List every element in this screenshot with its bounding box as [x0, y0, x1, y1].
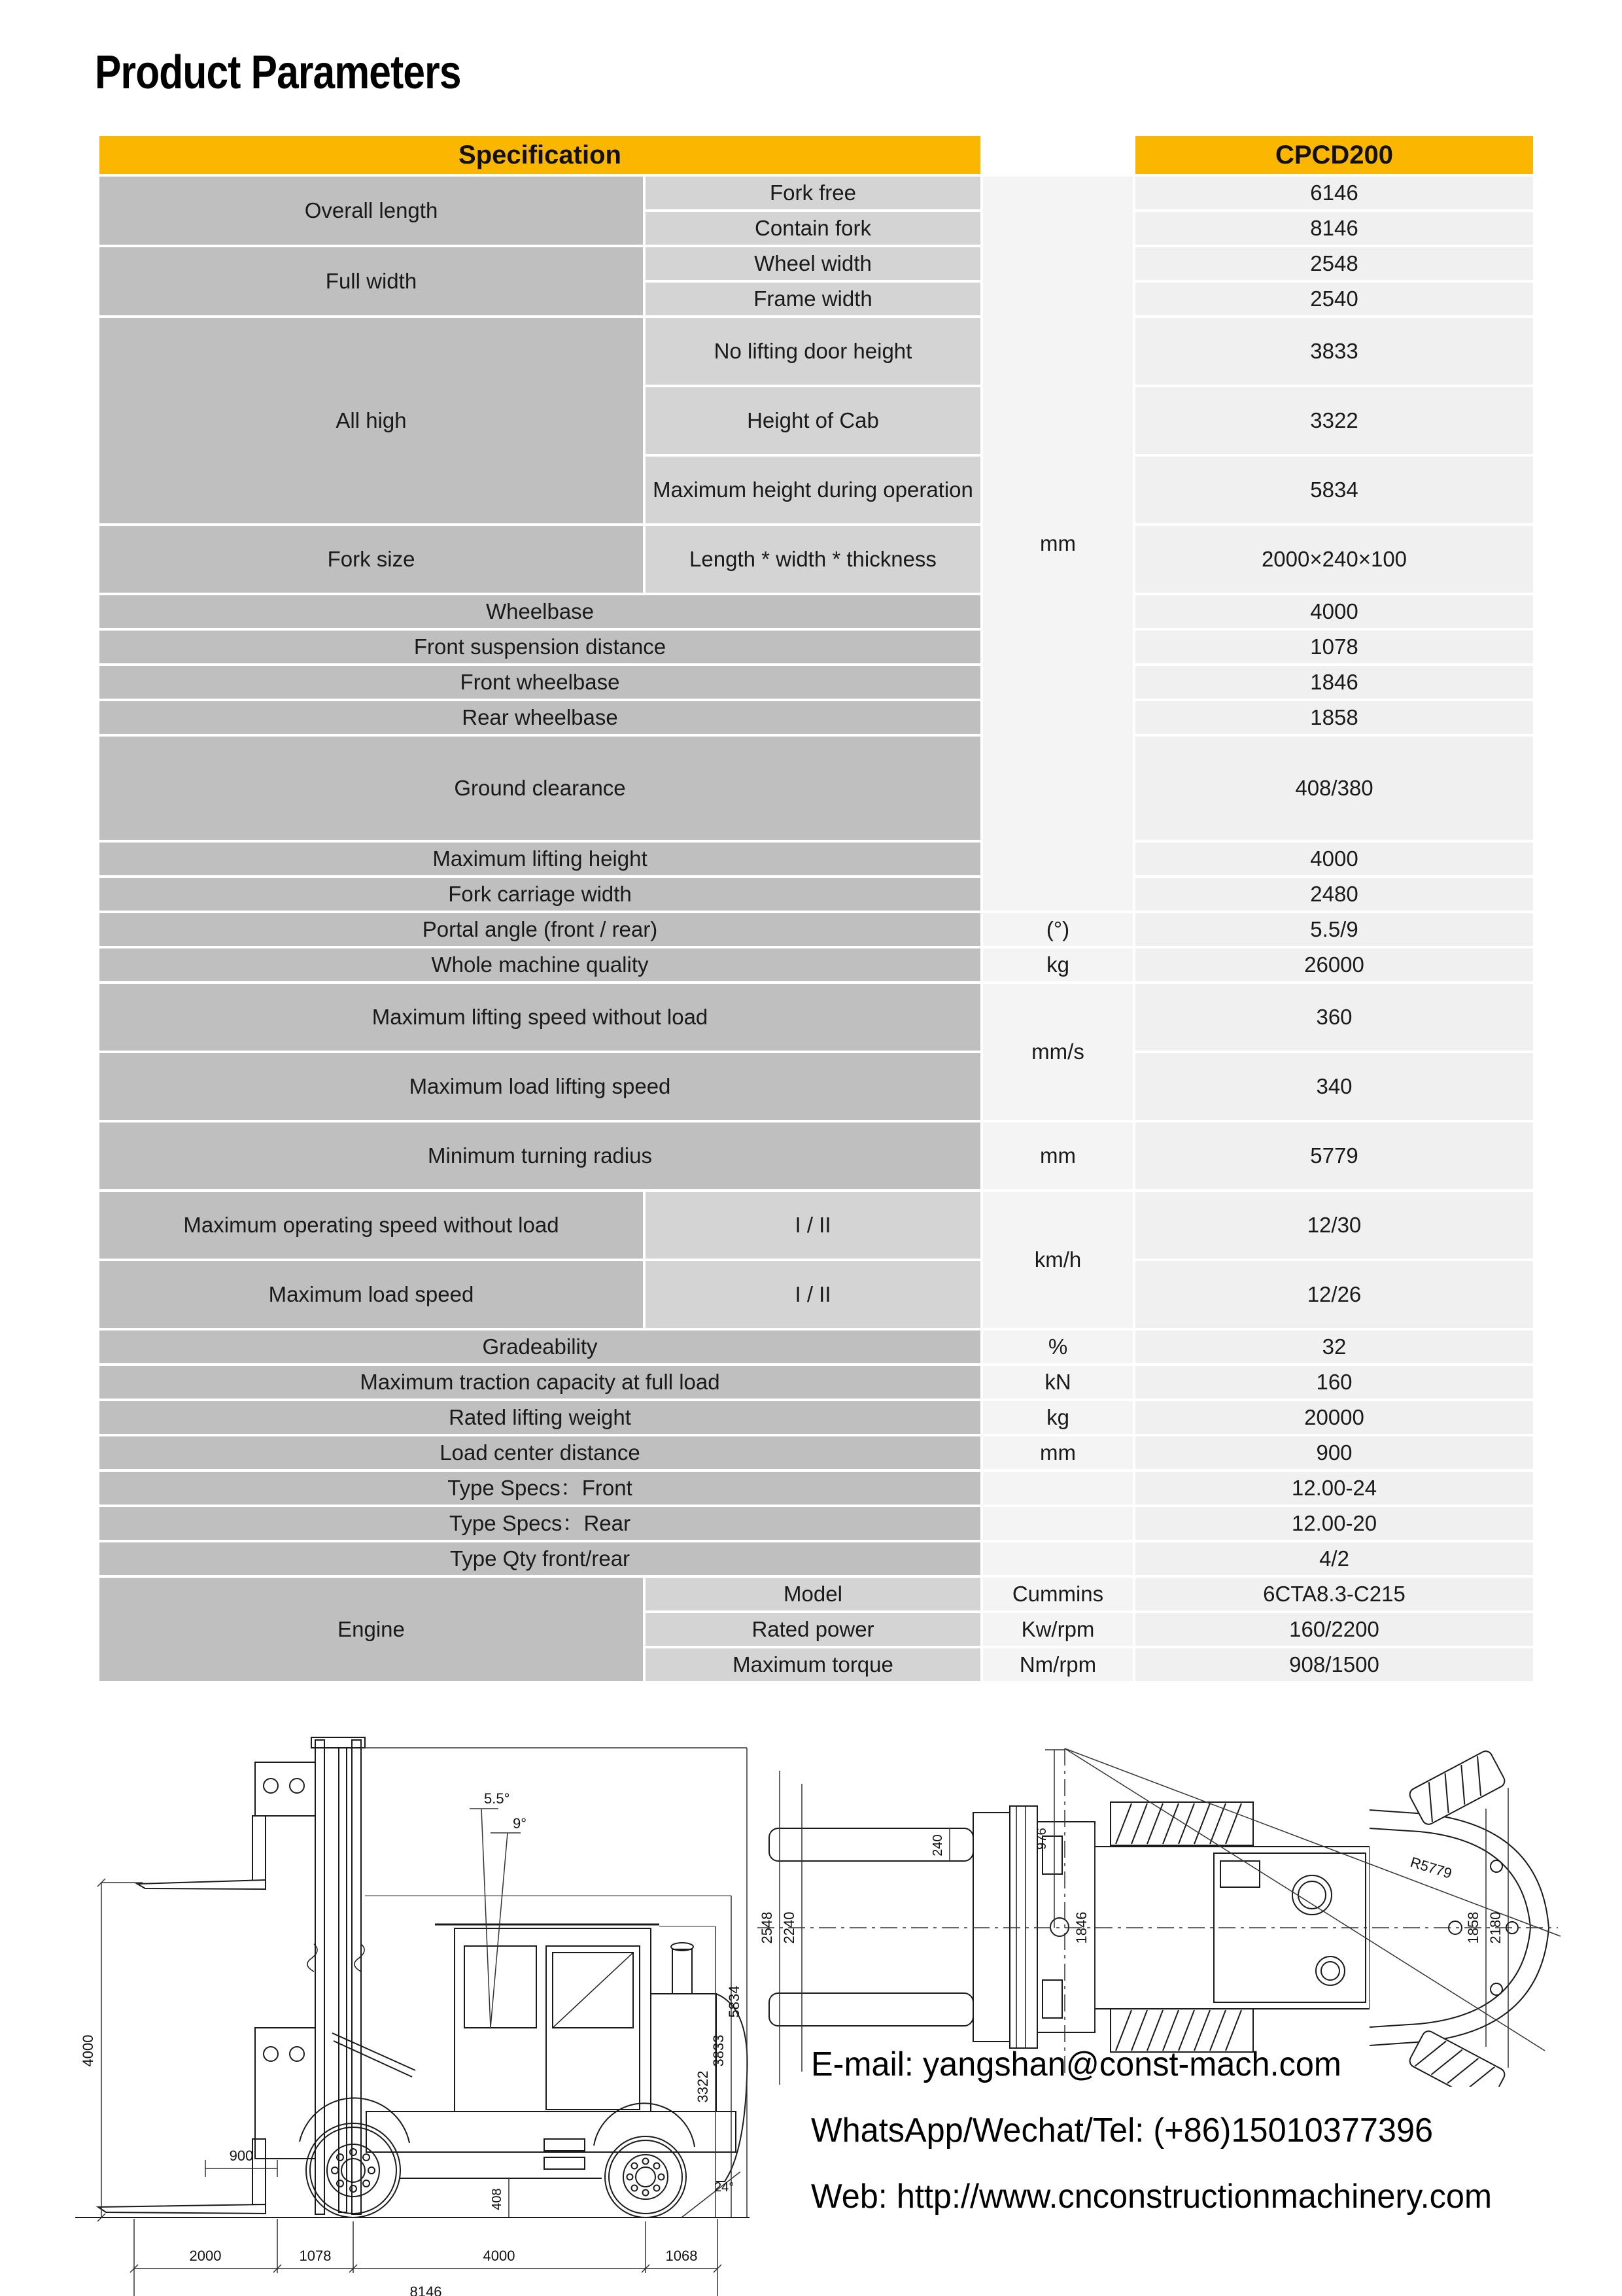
sub-no-lifting-door-height: No lifting door height [646, 318, 980, 385]
unit-empty-2 [983, 1507, 1133, 1540]
dim-mast-tilt-front-label: 5.5° [484, 1790, 510, 1807]
val-fork-free: 6146 [1135, 177, 1533, 209]
dim-body-width-label: 2240 [781, 1911, 797, 1944]
val-max-lifting-height: 4000 [1135, 843, 1533, 875]
dim-overall-length-label: 8146 [409, 2284, 442, 2296]
dim-max-lift-height-label: 4000 [80, 2034, 96, 2067]
val-fork-carriage-width: 2480 [1135, 878, 1533, 911]
contact-web: Web: http://www.cnconstructionmachinery.com [811, 2178, 1492, 2216]
cat-fork-size: Fork size [99, 526, 643, 593]
row-rated-lifting-weight: Rated lifting weight [99, 1401, 980, 1434]
unit-mm-load-center: mm [983, 1436, 1133, 1469]
side-view-drawing [59, 1720, 752, 2296]
row-max-load-lifting-speed: Maximum load lifting speed [99, 1053, 980, 1120]
table-header-unit-spacer [983, 136, 1133, 174]
sub-wheel-width: Wheel width [646, 247, 980, 280]
val-contain-fork: 8146 [1135, 212, 1533, 245]
sub-max-torque: Maximum torque [646, 1648, 980, 1681]
val-rated-lifting-weight: 20000 [1135, 1401, 1533, 1434]
val-max-load-lifting-speed: 340 [1135, 1053, 1533, 1120]
unit-empty-3 [983, 1542, 1133, 1575]
dim-overall-width-label: 2548 [759, 1911, 775, 1944]
unit-kmh-span: km/h [983, 1192, 1133, 1328]
dim-mast-height-label: 3833 [710, 2034, 727, 2067]
dim-front-overhang-label: 1078 [299, 2248, 332, 2264]
dim-rear-track-label: 1858 [1465, 1911, 1481, 1944]
dim-wheelbase-label: 4000 [483, 2248, 515, 2264]
page-title: Product Parameters [95, 46, 461, 99]
row-min-turning-radius: Minimum turning radius [99, 1122, 980, 1189]
table-header-specification: Specification [99, 136, 980, 174]
val-max-operating-speed: 12/30 [1135, 1192, 1533, 1259]
row-load-center-distance: Load center distance [99, 1436, 980, 1469]
contact-block [811, 2045, 1513, 2243]
val-max-traction: 160 [1135, 1366, 1533, 1399]
val-portal-angle: 5.5/9 [1135, 913, 1533, 946]
dim-ground-clearance-label: 408 [490, 2188, 504, 2210]
cat-overall-length: Overall length [99, 177, 643, 245]
val-max-load-speed: 12/26 [1135, 1261, 1533, 1328]
val-height-of-cab: 3322 [1135, 387, 1533, 454]
row-wheelbase: Wheelbase [99, 595, 980, 628]
row-fork-carriage-width: Fork carriage width [99, 878, 980, 911]
dim-cab-height-label: 3322 [695, 2070, 711, 2103]
row-type-specs-rear: Type Specs：Rear [99, 1507, 980, 1540]
val-type-qty: 4/2 [1135, 1542, 1533, 1575]
val-rated-power: 160/2200 [1135, 1613, 1533, 1646]
unit-kw-rpm: Kw/rpm [983, 1613, 1133, 1646]
row-whole-machine-quality: Whole machine quality [99, 948, 980, 981]
dim-center-offset-label: 976 [1035, 1828, 1049, 1850]
dim-turning-radius-label: R5779 [1408, 1853, 1454, 1882]
dim-fork-length-label: 2000 [189, 2248, 222, 2264]
unit-nm-rpm: Nm/rpm [983, 1648, 1133, 1681]
sub-fork-dimensions: Length * width * thickness [646, 526, 980, 593]
dim-rear-overhang-label: 1068 [665, 2248, 698, 2264]
sub-height-of-cab: Height of Cab [646, 387, 980, 454]
val-no-lifting-door-height: 3833 [1135, 318, 1533, 385]
val-wheel-width: 2548 [1135, 247, 1533, 280]
row-type-specs-front: Type Specs：Front [99, 1472, 980, 1505]
val-wheelbase: 4000 [1135, 595, 1533, 628]
dim-fork-width-label: 240 [931, 1834, 945, 1856]
dim-max-operating-height-label: 5834 [726, 1985, 742, 2018]
contact-email: E-mail: yangshan@const-mach.com [811, 2045, 1341, 2083]
cat-all-high: All high [99, 318, 643, 523]
unit-mm-span: mm [983, 177, 1133, 911]
dim-mast-tilt-rear-label: 9° [513, 1815, 527, 1832]
sub-rated-power: Rated power [646, 1613, 980, 1646]
val-front-suspension: 1078 [1135, 631, 1533, 663]
val-max-height-operation: 5834 [1135, 457, 1533, 523]
sub-frame-width: Frame width [646, 283, 980, 315]
dim-load-center-label: 900 [229, 2148, 254, 2164]
val-rear-wheelbase: 1858 [1135, 701, 1533, 734]
sub-gear-1-2-b: I / II [646, 1261, 980, 1328]
sub-max-height-operation: Maximum height during operation [646, 457, 980, 523]
unit-mms-span: mm/s [983, 984, 1133, 1120]
val-type-specs-rear: 12.00-20 [1135, 1507, 1533, 1540]
val-engine-model: 6CTA8.3-C215 [1135, 1578, 1533, 1610]
specification-table [99, 136, 1533, 1681]
row-front-suspension-distance: Front suspension distance [99, 631, 980, 663]
unit-kg-machine: kg [983, 948, 1133, 981]
val-min-turning-radius: 5779 [1135, 1122, 1533, 1189]
table-header-model: CPCD200 [1135, 136, 1533, 174]
dim-departure-angle-label: 24° [714, 2180, 734, 2195]
top-view-drawing [752, 1711, 1563, 2087]
val-load-center: 900 [1135, 1436, 1533, 1469]
val-fork-size: 2000×240×100 [1135, 526, 1533, 593]
val-front-wheelbase: 1846 [1135, 666, 1533, 699]
row-gradeability: Gradeability [99, 1331, 980, 1363]
val-whole-machine-quality: 26000 [1135, 948, 1533, 981]
row-max-operating-speed-no-load: Maximum operating speed without load [99, 1192, 643, 1259]
unit-cummins: Cummins [983, 1578, 1133, 1610]
val-type-specs-front: 12.00-24 [1135, 1472, 1533, 1505]
cat-engine: Engine [99, 1578, 643, 1681]
cat-full-width: Full width [99, 247, 643, 315]
unit-mm-radius: mm [983, 1122, 1133, 1189]
val-frame-width: 2540 [1135, 283, 1533, 315]
row-portal-angle: Portal angle (front / rear) [99, 913, 980, 946]
val-max-torque: 908/1500 [1135, 1648, 1533, 1681]
unit-kn: kN [983, 1366, 1133, 1399]
val-max-lifting-speed-no-load: 360 [1135, 984, 1533, 1051]
dim-front-track-label: 1846 [1073, 1911, 1090, 1944]
val-gradeability: 32 [1135, 1331, 1533, 1363]
contact-phone: WhatsApp/Wechat/Tel: (+86)15010377396 [811, 2112, 1434, 2149]
row-front-wheelbase: Front wheelbase [99, 666, 980, 699]
unit-percent: % [983, 1331, 1133, 1363]
sub-fork-free: Fork free [646, 177, 980, 209]
row-max-lifting-speed-no-load: Maximum lifting speed without load [99, 984, 980, 1051]
row-max-lifting-height: Maximum lifting height [99, 843, 980, 875]
sub-contain-fork: Contain fork [646, 212, 980, 245]
dim-rear-width-label: 2180 [1487, 1911, 1504, 1944]
row-rear-wheelbase: Rear wheelbase [99, 701, 980, 734]
unit-empty-1 [983, 1472, 1133, 1505]
sub-engine-model: Model [646, 1578, 980, 1610]
row-max-load-speed: Maximum load speed [99, 1261, 643, 1328]
unit-degrees: (°) [983, 913, 1133, 946]
row-type-qty: Type Qty front/rear [99, 1542, 980, 1575]
row-ground-clearance: Ground clearance [99, 737, 980, 840]
val-ground-clearance: 408/380 [1135, 737, 1533, 840]
row-max-traction-capacity: Maximum traction capacity at full load [99, 1366, 980, 1399]
sub-gear-1-2-a: I / II [646, 1192, 980, 1259]
unit-kg-lifting: kg [983, 1401, 1133, 1434]
